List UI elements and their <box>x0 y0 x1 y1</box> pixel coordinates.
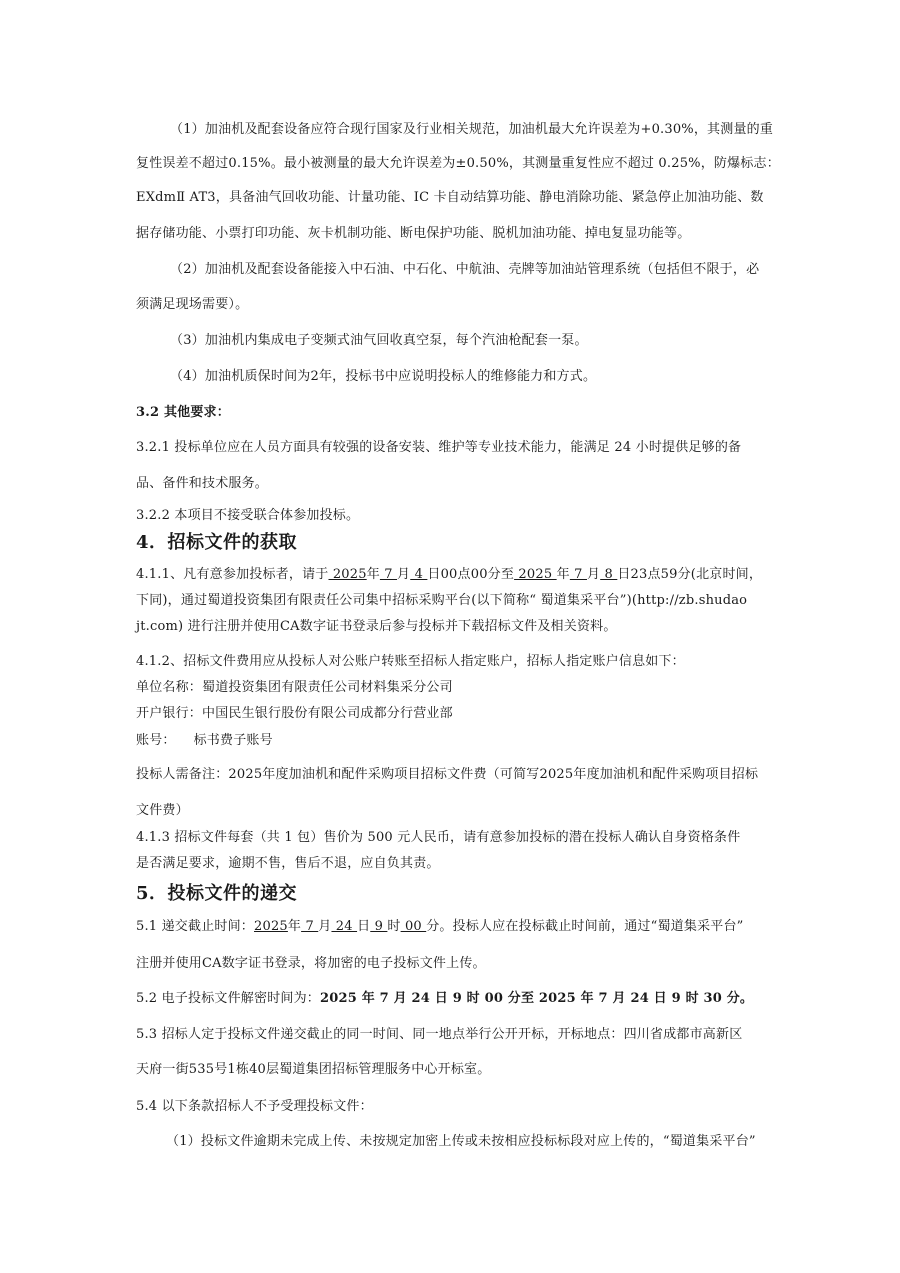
deadline-year: 2025 <box>254 919 288 934</box>
para-3-1-1-line-4: 据存储功能、小票打印功能、灰卡机制功能、断电保护功能、脱机加油功能、掉电复显功能等。 <box>136 226 691 241</box>
deadline-minute: 00 <box>400 919 427 934</box>
deadline-hour: 9 <box>370 919 388 934</box>
para-5-2 <box>136 990 753 1008</box>
deadline-day: 24 <box>331 919 358 934</box>
deadline-hour-unit: 时 <box>387 919 401 934</box>
para-3-1-1-line-3: EXdmⅡ AT3，具备油气回收功能、计量功能、IC 卡自动结算功能、静电消除功能、紧急停止加油功能、数 <box>136 190 764 205</box>
date-end-month-unit: 月 <box>586 567 601 582</box>
para-3-2-1-line-2: 品、备件和技术服务。 <box>136 476 269 491</box>
decryption-time: 2025 年 7 月 24 日 9 时 00 分至 2025 年 7 月 24 日 9 时 30 分。 <box>320 991 754 1006</box>
para-5-1-text-b: 。投标人应在投标截止时间前，通过“蜀道集采平台” <box>439 919 744 934</box>
section-5-heading: 5．投标文件的递交 <box>136 883 298 904</box>
deadline-month: 7 <box>301 919 319 934</box>
para-5-4: 5.4 以下条款招标人不予受理投标文件： <box>136 1099 373 1114</box>
date-start-month-unit: 月 <box>397 567 411 582</box>
date-end-day: 8 <box>600 567 618 582</box>
deadline-month-unit: 月 <box>318 919 332 934</box>
para-3-1-3: （3）加油机内集成电子变频式油气回收真空泵，每个汽油枪配套一泵。 <box>170 333 588 348</box>
deadline-year-unit: 年 <box>287 919 302 934</box>
para-4-1-3-line-2: 是否满足要求，逾期不售，售后不退，应自负其责。 <box>136 856 440 871</box>
bidder-note-line-1: 投标人需备注：2025年度加油机和配件采购项目招标文件费（可简写2025年度加油机和配件采购项目招标 <box>136 767 759 782</box>
deadline-minute-unit: 分 <box>426 919 440 934</box>
date-start-day: 4 <box>410 567 428 582</box>
para-3-2-2: 3.2.2 本项目不接受联合体参加投标。 <box>136 508 360 523</box>
para-5-4-1: （1）投标文件逾期未完成上传、未按规定加密上传或未按相应投标标段对应上传的，“蜀道集采平台” <box>166 1134 756 1149</box>
para-4-1-1-text-c: 日23点59分(北京时间， <box>617 567 763 582</box>
para-5-1-line-1 <box>136 918 744 936</box>
date-start-month: 7 <box>379 567 398 582</box>
para-3-1-2-line-2: 须满足现场需要）。 <box>136 297 249 312</box>
date-end-year: 2025 <box>514 567 557 582</box>
para-3-1-1-line-1: （1）加油机及配套设备应符合现行国家及行业相关规范，加油机最大允许误差为+0.30%，其测量的重 <box>170 122 774 137</box>
account-bank: 开户银行：中国民生银行股份有限公司成都分行营业部 <box>136 706 453 721</box>
para-3-1-4: （4）加油机质保时间为2年，投标书中应说明投标人的维修能力和方式。 <box>170 369 597 384</box>
bidder-note-line-2: 文件费） <box>136 803 189 818</box>
date-start-year: 2025 <box>328 567 367 582</box>
account-number-label: 账号： <box>136 733 176 748</box>
section-3-2-title: 3.2 其他要求： <box>136 405 230 420</box>
date-end-month: 7 <box>569 567 587 582</box>
para-5-2-label: 5.2 电子投标文件解密时间为： <box>136 991 321 1006</box>
para-5-1-text-a: 5.1 递交截止时间： <box>136 919 255 934</box>
para-3-1-1-line-2: 复性误差不超过0.15%。最小被测量的最大允许误差为±0.50%，其测量重复性应不超过 0.25%，防爆标志： <box>136 156 780 171</box>
date-end-year-unit: 年 <box>556 567 570 582</box>
para-3-1-2-line-1: （2）加油机及配套设备能接入中石油、中石化、中航油、壳牌等加油站管理系统（包括但不限于，必 <box>170 262 760 277</box>
date-start-year-unit: 年 <box>366 567 380 582</box>
para-4-1-1-line-1 <box>136 566 762 584</box>
deadline-day-unit: 日 <box>357 919 371 934</box>
para-4-1-1-text-a: 4.1.1、凡有意参加投标者，请于 <box>136 567 329 582</box>
account-number <box>136 732 273 750</box>
para-4-1-1-line-2: 下同)，通过蜀道投资集团有限责任公司集中招标采购平台(以下简称“ 蜀道集采平台”)(http://zb.shudao <box>136 593 748 608</box>
para-4-1-2: 4.1.2、招标文件费用应从投标人对公账户转账至招标人指定账户，招标人指定账户信息如下： <box>136 654 685 669</box>
para-5-3-line-1: 5.3 招标人定于投标文件递交截止的同一时间、同一地点举行公开开标，开标地点：四川省成都市高新区 <box>136 1027 743 1042</box>
account-number-value: 标书费子账号 <box>193 733 273 748</box>
para-5-1-line-2: 注册并使用CA数字证书登录，将加密的电子投标文件上传。 <box>136 956 486 971</box>
para-4-1-3-line-1: 4.1.3 招标文件每套（共 1 包）售价为 500 元人民币，请有意参加投标的潜在投标人确认自身资格条件 <box>136 830 741 845</box>
para-3-2-1-line-1: 3.2.1 投标单位应在人员方面具有较强的设备安装、维护等专业技术能力，能满足 24 小时提供足够的备 <box>136 440 742 455</box>
para-5-3-line-2: 天府一街535号1栋40层蜀道集团招标管理服务中心开标室。 <box>136 1062 491 1077</box>
section-4-heading: 4．招标文件的获取 <box>136 532 298 553</box>
account-unit-name: 单位名称：蜀道投资集团有限责任公司材料集采分公司 <box>136 680 453 695</box>
para-4-1-1-line-3: jt.com) 进行注册并使用CA数字证书登录后参与投标并下载招标文件及相关资料。 <box>136 619 617 634</box>
para-4-1-1-text-b: 日00点00分至 <box>427 567 515 582</box>
